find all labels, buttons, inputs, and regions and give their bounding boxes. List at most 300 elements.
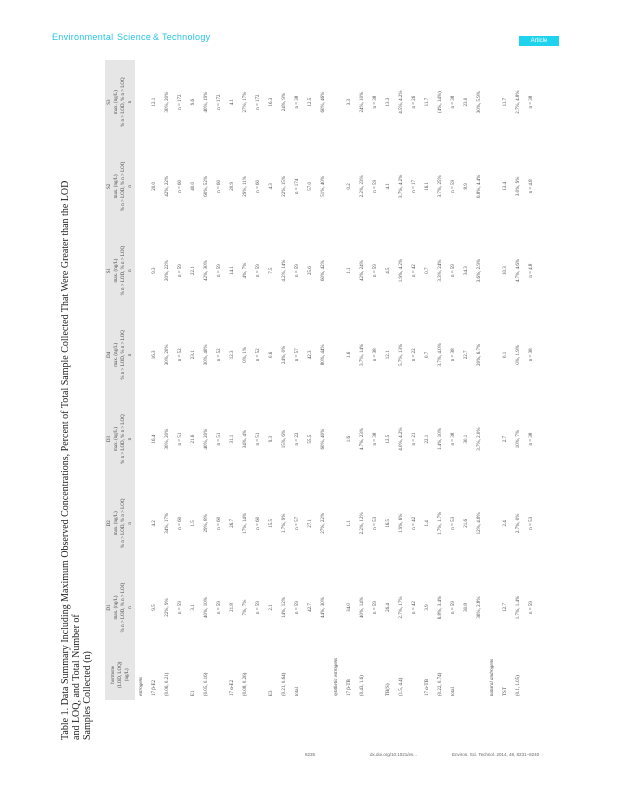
table-cell: 4.5%, 4.2% [399, 90, 404, 114]
table-cell: 4.7%, 4.6% [516, 258, 521, 283]
table-cell: 4.1 [230, 99, 235, 106]
table-cell: n = 60 [256, 179, 261, 193]
table-cell: n = 42 [412, 601, 417, 614]
header-hormone-cell [105, 650, 135, 700]
table-cell: 9.5 [152, 604, 157, 611]
table-cell: n = 59 [373, 179, 378, 193]
table-cell: n = 52 [217, 348, 222, 362]
table-cell: n = 38 [451, 95, 456, 109]
table-cell: 7.5 [269, 267, 274, 274]
column-sub-percent: % n > LOD, % n > LOQ [121, 77, 126, 127]
column-sub-n: n [128, 606, 133, 609]
table-cell: n = 21 [412, 432, 417, 446]
row-label: (1.5, 4.4) [399, 677, 404, 696]
table-cell: 55.5 [308, 434, 313, 444]
table-cell: n = 60 [217, 516, 222, 530]
table-cell: 15%, 6% [282, 429, 287, 449]
table-cell: 3.0%, 9% [516, 176, 521, 197]
table-cell: 12.3 [230, 350, 235, 360]
table-cell: 29%, 11% [243, 176, 248, 197]
column-sub-n: n [128, 269, 133, 272]
table-cell: n = 38 [373, 348, 378, 362]
table-row [356, 60, 369, 700]
row-label: (0.1, 1.05) [516, 675, 521, 696]
table-cell: n = 174 [295, 178, 300, 195]
table-cell: n = 52 [178, 348, 183, 362]
table-cell: 11.7 [503, 97, 508, 107]
table-cell: 3.7%, 2.0% [477, 427, 482, 451]
column-sub-n: n [128, 437, 133, 441]
category-label: synthetic estrogens [334, 657, 339, 696]
table-cell: 4.0%, 4.2% [399, 427, 404, 451]
data-summary-table [105, 60, 538, 700]
row-label: (0.05, 0.16) [204, 672, 209, 696]
table-cell: 1.4%, 10% [438, 428, 443, 451]
column-label: S3 [107, 99, 112, 105]
table-cell: 3.3%, 24% [438, 259, 443, 282]
table-cell: (4%, 14%) [438, 91, 443, 113]
table-cell: 2.4 [503, 520, 508, 527]
footer-page-number: 8235 [305, 752, 316, 757]
column-sub-percent: % n > LOD, % n > LOQ [121, 330, 126, 380]
table-cell: 27%, 17% [243, 91, 248, 113]
footer-citation: Environ. Sci. Technol. 2014, 48, 8231−8240 [452, 752, 540, 757]
table-cell: n = 59 [256, 601, 261, 614]
table-cell: n = 59 [295, 601, 300, 614]
table-cell: 42.7 [308, 603, 313, 612]
header-hormone-line: (LOD, LOQ) [117, 661, 123, 689]
table-cell: n = 4.8 [529, 263, 534, 278]
table-cell: 26.7 [230, 518, 235, 528]
table-cell: 20.0 [152, 182, 157, 191]
table-cell: 13.3 [386, 97, 391, 107]
caption-line-2: Samples Collected (n) [82, 651, 93, 740]
table-row [512, 60, 525, 700]
table-cell: 15.5 [269, 518, 274, 528]
table-cell: 9.3 [152, 267, 157, 274]
table-cell: 9.6 [191, 99, 196, 106]
table-header [105, 60, 135, 700]
table-cell: 0.7 [425, 351, 430, 358]
table-cell: 24%, 0% [282, 345, 287, 365]
column-sub-max: max. (ng/L) [114, 511, 119, 536]
table-row [317, 60, 330, 700]
table-cell: 14%, 12% [282, 597, 287, 618]
column-sub-n: n [128, 522, 133, 525]
column-sub-n: n [128, 100, 133, 104]
table-cell: n = 59 [451, 601, 456, 614]
column-sub-n: n [128, 353, 133, 357]
column-sub-max: max. (ng/L) [114, 595, 119, 620]
row-label: total [451, 687, 456, 696]
table-cell: 44%, 30% [321, 597, 326, 618]
table-cell: n = 57 [295, 516, 300, 530]
row-label [174, 650, 187, 700]
table-cell: 21.6 [191, 434, 196, 444]
table-cell: 1.1 [347, 267, 352, 274]
table-cell: 30%, 20% [165, 91, 170, 113]
column-label: D3 [107, 436, 112, 443]
table-cell: n = 4.8 [529, 179, 534, 194]
table-cell: 3.7%, 4.2% [399, 174, 404, 199]
table-cell: 2.2%, 23% [360, 175, 365, 198]
table-cell: n = 38 [451, 432, 456, 446]
table-cell: 16.3 [152, 350, 157, 360]
column-sub-n: n [128, 185, 133, 188]
table-cell: 30.8 [464, 603, 469, 612]
table-cell: n = 59 [373, 601, 378, 614]
row-label [473, 650, 486, 700]
table-cell: 1.1 [347, 520, 352, 527]
table-cell: n = 53 [529, 516, 534, 530]
caption-line-1: Table 1. Data Summary Including Maximum Observed Concentrations, Percent of Total Sample Collected That Were Greater than the LOD and LOQ, and Total Number of [60, 180, 82, 740]
table-cell: 20.9 [230, 182, 235, 191]
table-cell: 22.1 [191, 266, 196, 275]
table-cell: n = 59 [451, 264, 456, 278]
table-cell: n = 51 [256, 432, 261, 446]
table-cell: 6.8%, 3.4% [438, 595, 443, 620]
row-label [525, 650, 538, 700]
column-sub-max: max. (ng/L) [114, 342, 119, 367]
category-label: natural androgens [490, 659, 495, 696]
row-label: E3 [269, 690, 274, 696]
column-sub-max: max. (ng/L) [114, 258, 119, 283]
table-cell: 20%, 22% [165, 260, 170, 282]
row-label [317, 650, 330, 700]
table-cell: 40%, 20% [204, 428, 209, 450]
table-cell: 31.1 [230, 434, 235, 444]
header-column-d1 [105, 565, 135, 649]
table-cell: 1.9%, 4.2% [399, 258, 404, 283]
table-cell: 0.2 [347, 183, 352, 190]
header-hormone-line: hormone [110, 665, 116, 684]
row-label: (0.06, 0.21) [165, 672, 170, 696]
table-cell: 40%, 10% [204, 597, 209, 618]
table-cell: 12.7 [503, 603, 508, 612]
table-cell: n = 38 [373, 432, 378, 446]
table-row [252, 60, 265, 700]
column-label: D1 [107, 604, 112, 611]
table-cell: 42%, 22% [165, 175, 170, 197]
table-cell: 16.3 [269, 97, 274, 107]
row-label: 17 α-E2 [230, 679, 235, 696]
table-cell: 23.0 [464, 97, 469, 107]
table-cell: n = 52 [256, 348, 261, 362]
column-label: D2 [107, 520, 112, 527]
table-cell: n = 59 [178, 601, 183, 614]
table-row [395, 60, 408, 700]
table-cell: n = 59 [295, 264, 300, 278]
table-cell: 3.7%, 25% [438, 175, 443, 198]
rotated-table-container [105, 60, 595, 700]
table-cell: 14.1 [230, 266, 235, 275]
table-cell: 1.7%, 1.7% [438, 511, 443, 535]
table-cell: n = 60 [217, 179, 222, 193]
table-cell: 3.3 [347, 99, 352, 106]
table-cell: 60%, 52% [204, 175, 209, 197]
category-row [135, 60, 148, 700]
row-label: TST [503, 687, 508, 696]
column-label: S1 [107, 267, 112, 274]
table-cell: 26.4 [386, 603, 391, 612]
table-cell: n = 38 [373, 95, 378, 109]
table-row [239, 60, 252, 700]
table-row [473, 60, 486, 700]
table-cell: 34.0 [347, 603, 352, 612]
table-cell: 80%, 44% [321, 344, 326, 366]
column-sub-percent: % n > LOD, % n > LOQ [121, 245, 126, 296]
table-row [343, 60, 356, 700]
table-cell: 2.7 [503, 435, 508, 443]
header-column-s3 [105, 60, 135, 144]
row-label: (0.08, 0.26) [243, 672, 248, 696]
table-row [278, 60, 291, 700]
row-label: (0.43, 1.6) [360, 675, 365, 696]
table-cell: 42%, 24% [360, 260, 365, 282]
table-cell: n = 59 [217, 601, 222, 614]
table-cell: 30%, 40% [204, 344, 209, 366]
table-cell: 22.1 [425, 434, 430, 444]
table-row [499, 60, 512, 700]
table-cell: 8.9 [464, 183, 469, 190]
row-label [252, 650, 265, 700]
column-sub-max: max. (ng/L) [114, 90, 119, 115]
column-label: S2 [107, 183, 112, 190]
table-cell: 7%, 7% [243, 599, 248, 616]
table-cell: n = 60 [178, 179, 183, 193]
category-row [486, 60, 499, 700]
row-label: total [295, 687, 300, 696]
table-cell: 4.2 [152, 520, 157, 527]
table-cell: n = 59 [217, 264, 222, 278]
table-cell: 11.7 [425, 97, 430, 107]
row-label [369, 650, 382, 700]
column-label: D4 [107, 351, 112, 358]
table-cell: n = 17 [412, 179, 417, 193]
table-cell: 16.1 [425, 182, 430, 191]
journal-name-part-3: & Technology [153, 32, 211, 42]
journal-name-part-1: Environmental [52, 32, 114, 42]
table-cell: 30%, 20% [165, 344, 170, 366]
table-row [213, 60, 226, 700]
row-label: TB(S) [386, 683, 391, 696]
table-cell: 22.7 [464, 350, 469, 360]
table-cell: n = 22 [412, 348, 417, 362]
table-cell: 0.6 [269, 351, 274, 358]
table-cell: 10%, 7% [516, 429, 521, 449]
table-cell: 23.1 [191, 350, 196, 360]
table-cell: n = 51 [178, 432, 183, 446]
table-cell: n = 53 [373, 516, 378, 530]
table-row [174, 60, 187, 700]
row-label: 17 β-TB [347, 679, 352, 696]
table-cell: 60%, 42% [321, 260, 326, 282]
table-cell: 12.1 [386, 350, 391, 360]
row-label [408, 650, 421, 700]
table-row [447, 60, 460, 700]
header-column-d2 [105, 481, 135, 565]
table-cell: 10.3 [503, 266, 508, 275]
table-cell: 2.7%, 0% [516, 513, 521, 534]
column-sub-max: max. (ng/L) [114, 427, 119, 452]
row-label: 17 β-E2 [152, 679, 157, 696]
table-cell: 1.6 [347, 351, 352, 358]
table-cell: n = 26 [412, 95, 417, 109]
table-cell: 1.5 [191, 520, 196, 527]
table-cell: 24%, 10% [360, 91, 365, 113]
column-sub-max: max. (ng/L) [114, 174, 119, 199]
table-cell: 4%, 7% [243, 262, 248, 279]
table-cell: 57.0 [308, 182, 313, 191]
table-cell: 16.5 [386, 518, 391, 528]
table-row [304, 60, 317, 700]
row-label: (0.22, 0.74) [438, 672, 443, 696]
category-row [330, 60, 343, 700]
article-badge: Article [519, 36, 559, 46]
table-cell: n = 38 [529, 432, 534, 446]
table-cell: 16.4 [152, 434, 157, 444]
table-cell: n = 172 [217, 94, 222, 110]
table-cell: 4.3 [269, 183, 274, 190]
table-cell: 0.1 [503, 351, 508, 358]
table-cell: 21.6 [464, 518, 469, 528]
table-cell: 21.8 [230, 603, 235, 612]
table-cell: 51%, 40% [321, 175, 326, 197]
table-cell: 27%, 22% [321, 512, 326, 534]
column-sub-percent: % n > LOD, % n > LOQ [121, 582, 126, 633]
table-cell: 30%, 5.9% [477, 91, 482, 114]
table-cell: 12.5 [308, 97, 313, 107]
table-cell: 4.1 [386, 183, 391, 190]
table-cell: n = 38 [529, 348, 534, 362]
table-cell: 1.7%, 9% [282, 513, 287, 534]
table-cell: 1.7%, 1.4% [516, 595, 521, 620]
table-row [421, 60, 434, 700]
header-column-d3 [105, 397, 135, 481]
row-label: E1 [191, 690, 196, 696]
table-cell: n = 172 [256, 94, 261, 110]
table-cell: 30.1 [464, 434, 469, 444]
journal-name-part-2: Science [117, 32, 152, 42]
table-row [226, 60, 239, 700]
header-column-s2 [105, 144, 135, 228]
table-row [187, 60, 200, 700]
table-cell: 13.4 [503, 182, 508, 191]
table-cell: 34%, 4% [243, 429, 248, 449]
row-label [304, 650, 317, 700]
table-row [265, 60, 278, 700]
table-cell: n = 60 [178, 516, 183, 530]
table-body [135, 60, 538, 700]
table-cell: 60%, 46% [321, 91, 326, 113]
table-cell: n = 42 [412, 516, 417, 530]
row-label [213, 650, 226, 700]
header-column-d4 [105, 313, 135, 397]
table-cell: 1.4 [425, 520, 430, 527]
table-cell: n = 59 [178, 264, 183, 278]
table-cell: 60%, 40% [321, 428, 326, 450]
table-cell: 30%, 20% [165, 428, 170, 450]
table-row [408, 60, 421, 700]
table-row [525, 60, 538, 700]
table-row [434, 60, 447, 700]
row-label [460, 650, 473, 700]
table-cell: 12.1 [152, 97, 157, 107]
table-cell: 2.7%, 17% [399, 596, 404, 619]
table-cell: 40%, 14% [360, 597, 365, 618]
table-row [291, 60, 304, 700]
table-cell: 0.7 [425, 267, 430, 274]
table-cell: 1.9%, 6% [399, 513, 404, 534]
table-cell: n = 59 [256, 264, 261, 278]
table-cell: 25.6 [308, 266, 313, 275]
table-cell: 12%, 4.8% [477, 512, 482, 535]
table-cell: n = 59 [373, 264, 378, 278]
table-cell: 3.9 [425, 604, 430, 611]
table-cell: 22%, 15% [282, 175, 287, 197]
column-sub-percent: % n > LOD, % n > LOQ [121, 414, 126, 464]
table-cell: 2.1 [269, 604, 274, 611]
table-cell: n = 53 [451, 516, 456, 530]
table-cell: 9.3 [269, 435, 274, 443]
table-cell: 40%, 19% [204, 91, 209, 113]
header-column-s1 [105, 228, 135, 312]
table-cell: 22%, 9% [165, 598, 170, 617]
table-cell: 2.2%, 12% [360, 512, 365, 535]
table-cell: 0%, 1% [243, 346, 248, 363]
table-cell: 40.0 [191, 182, 196, 191]
table-cell: 0%, 1.9% [516, 345, 521, 365]
table-cell: 20%, 6.7% [477, 343, 482, 366]
category-label: estrogens [139, 677, 144, 696]
table-cell: 5.7%, 13% [399, 343, 404, 366]
table-cell: 34.3 [464, 266, 469, 275]
table-cell: 3.1 [191, 604, 196, 611]
table-cell: n = 60 [256, 516, 261, 530]
table-cell: n = 59 [529, 601, 534, 614]
table-cell: n = 51 [217, 432, 222, 446]
table-row [200, 60, 213, 700]
table-cell: n = 22 [295, 432, 300, 446]
table-cell: n = 57 [295, 348, 300, 362]
table-cell: 3.6%, 2.9% [477, 258, 482, 283]
table-cell: 24%, 9% [282, 92, 287, 112]
table-cell: n = 172 [178, 94, 183, 110]
table-cell: n = 38 [451, 348, 456, 362]
table-cell: 34%, 17% [165, 512, 170, 534]
table-cell: 4.7%, 23% [360, 428, 365, 451]
table-row [460, 60, 473, 700]
table-cell: n = 38 [529, 95, 534, 109]
table-cell: 3.7%, 4.0% [438, 343, 443, 367]
table-cell: 12.5 [386, 434, 391, 444]
table-row [148, 60, 161, 700]
table-cell: 29%, 8% [204, 514, 209, 533]
table-row [369, 60, 382, 700]
table-cell: n = 42 [412, 264, 417, 278]
table-cell: 42%, 30% [204, 260, 209, 282]
table-cell: 4.2%, 14% [282, 259, 287, 282]
table-cell: n = 38 [295, 95, 300, 109]
header-row [105, 60, 135, 700]
table-cell: 1.6 [347, 435, 352, 443]
table-cell: 42.3 [308, 350, 313, 360]
row-label: (0.21, 0.64) [282, 672, 287, 696]
table-cell: 4.5 [386, 267, 391, 274]
table-cell: 3.7%, 14% [360, 343, 365, 366]
column-sub-percent: % n > LOD, % n > LOQ [121, 498, 126, 549]
table-cell: n = 59 [451, 179, 456, 193]
